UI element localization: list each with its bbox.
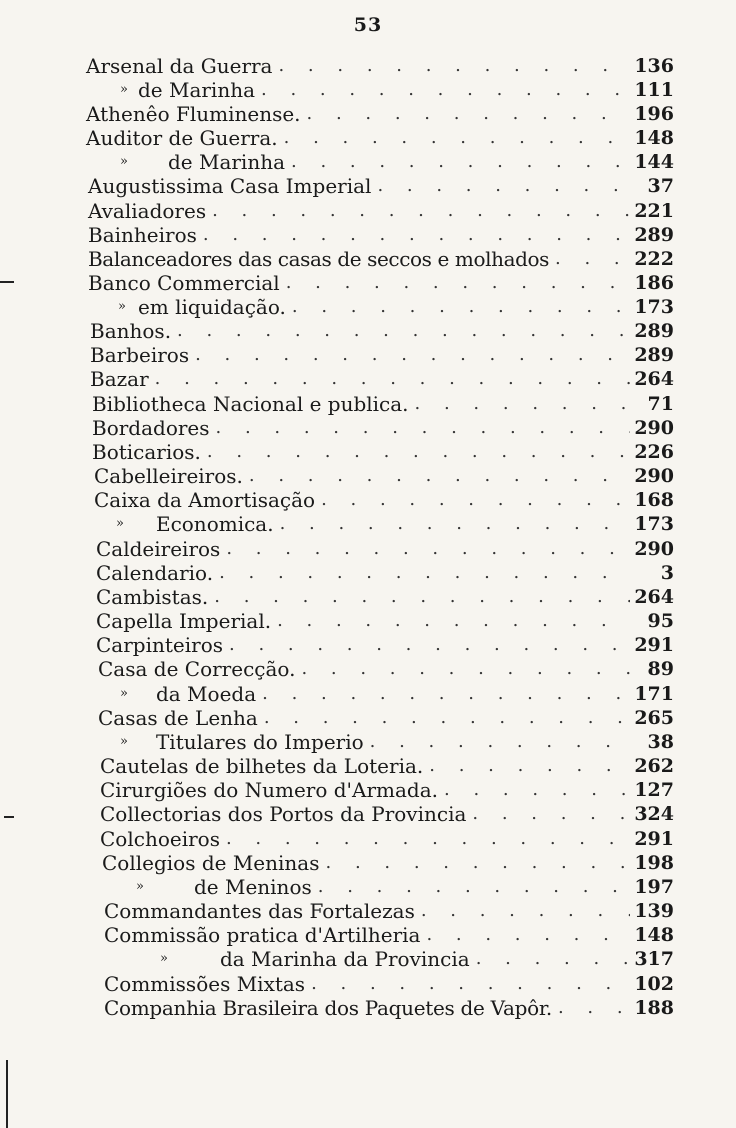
dot-leader [206, 199, 630, 223]
ditto-mark: » [118, 299, 126, 314]
entry-label: da Moeda [155, 682, 257, 706]
index-entry [96, 633, 674, 657]
index-entry [96, 537, 674, 561]
entry-label: Caldeireiros [96, 537, 221, 561]
ditto-mark: » [160, 951, 168, 966]
ditto-mark: » [120, 734, 128, 749]
entry-page: 290 [634, 465, 674, 487]
dot-leader [286, 295, 630, 319]
index-entry [92, 440, 674, 464]
entry-label: da Marinha da Provincia [219, 947, 470, 971]
dot-leader [466, 802, 630, 826]
dot-leader [274, 512, 630, 536]
index-entry [88, 199, 674, 223]
dot-leader [423, 754, 630, 778]
dot-leader [301, 102, 630, 126]
index-entry [100, 827, 674, 851]
index-entry [94, 488, 674, 512]
dot-leader [312, 875, 630, 899]
ditto-mark: » [120, 82, 128, 97]
entry-page: 3 [660, 562, 674, 584]
entry-page: 265 [634, 707, 674, 729]
entry-label: de Marinha [167, 150, 286, 174]
entry-label: Capella Imperial. [96, 609, 272, 633]
dot-leader [470, 947, 630, 971]
dot-leader [549, 247, 630, 271]
entry-label: Cirurgiões do Numero d'Armada. [100, 778, 439, 802]
dot-leader [256, 682, 630, 706]
dot-leader [255, 78, 630, 102]
entry-page: 186 [634, 272, 674, 294]
entry-label: em liquidação. [137, 295, 286, 319]
entry-page: 222 [634, 248, 674, 270]
entry-label: Cabelleireiros. [94, 464, 243, 488]
entry-page: 226 [634, 441, 674, 463]
dot-leader [272, 54, 630, 78]
index-entry [92, 416, 674, 440]
dot-leader [220, 827, 630, 851]
dot-leader [171, 319, 630, 343]
index-entry [88, 271, 674, 295]
entry-page: 196 [634, 103, 674, 125]
entry-label: Bordadores [92, 416, 210, 440]
index-entry [94, 512, 674, 536]
entry-page: 144 [634, 151, 674, 173]
entry-label: Colchoeiros [100, 827, 220, 851]
index-entry [88, 247, 674, 271]
entry-page: 221 [634, 200, 674, 222]
dot-leader [220, 537, 630, 561]
entry-label: Companhia Brasileira dos Paquetes de Vapôr. [104, 996, 552, 1020]
dot-leader [149, 367, 630, 391]
entry-label: Banhos. [90, 319, 172, 343]
index-entry [100, 802, 674, 826]
index-entry [86, 54, 674, 78]
entry-label: Bainheiros [88, 223, 197, 247]
dot-leader [280, 271, 630, 295]
entry-page: 89 [647, 658, 674, 680]
ditto-mark: » [136, 879, 144, 894]
dot-leader [223, 633, 630, 657]
entry-label: Caixa da Amortisação [94, 488, 316, 512]
dot-leader [258, 706, 630, 730]
entry-label: Auditor de Guerra. [86, 126, 278, 150]
entry-page: 289 [634, 344, 674, 366]
dot-leader [305, 972, 630, 996]
entry-label: Collectorias dos Portos da Provincia [100, 802, 467, 826]
entry-page: 111 [634, 79, 674, 101]
index-entry [88, 174, 674, 198]
entry-page: 291 [634, 634, 674, 656]
entry-page: 262 [634, 755, 674, 777]
ditto-mark: » [120, 154, 128, 169]
entry-label: Cautelas de bilhetes da Loteria. [100, 754, 424, 778]
entry-label: Casas de Lenha [98, 706, 258, 730]
index-entry [86, 78, 674, 102]
index-entry [90, 343, 674, 367]
entry-label: Economica. [155, 512, 274, 536]
entry-page: 171 [634, 683, 674, 705]
dot-leader [315, 488, 630, 512]
entry-page: 71 [647, 393, 674, 415]
entry-page: 173 [634, 513, 674, 535]
index-entry [90, 319, 674, 343]
ditto-mark: » [116, 516, 124, 531]
entry-page: 324 [634, 803, 674, 825]
entry-page: 188 [634, 997, 674, 1019]
entry-label: Bazar [90, 367, 149, 391]
entry-label: Cambistas. [96, 585, 209, 609]
dot-leader [438, 778, 630, 802]
entry-label: Commissão pratica d'Artilheria [104, 923, 421, 947]
index-entry [96, 609, 674, 633]
dot-leader [278, 126, 630, 150]
entry-page: 148 [634, 924, 674, 946]
entry-label: Bibliotheca Nacional e publica. [92, 392, 409, 416]
entry-page: 173 [634, 296, 674, 318]
entry-page: 290 [634, 417, 674, 439]
entry-page: 197 [634, 876, 674, 898]
entry-page: 38 [647, 731, 674, 753]
index-entry [98, 682, 674, 706]
index-entry [104, 947, 674, 971]
entry-label: Collegios de Meninas [102, 851, 320, 875]
dot-leader [210, 416, 630, 440]
index-entry [104, 923, 674, 947]
index-entry [104, 899, 674, 923]
dot-leader [285, 150, 630, 174]
entry-page: 290 [634, 538, 674, 560]
entry-page: 291 [634, 828, 674, 850]
dot-leader [415, 899, 630, 923]
index-entry [96, 585, 674, 609]
index-entry [98, 657, 674, 681]
index-entry [86, 126, 674, 150]
dot-leader [197, 223, 630, 247]
entry-label: Casa de Correcção. [98, 657, 296, 681]
entry-label: Athenêo Fluminense. [86, 102, 301, 126]
index-entry [90, 367, 674, 391]
dot-leader [552, 996, 630, 1020]
entry-page: 168 [634, 489, 674, 511]
index-entry [100, 778, 674, 802]
entry-label: Commandantes das Fortalezas [104, 899, 415, 923]
dot-leader [208, 585, 630, 609]
entry-page: 136 [634, 55, 674, 77]
entry-label: Commissões Mixtas [104, 972, 306, 996]
margin-tick [0, 281, 14, 283]
entry-page: 317 [634, 948, 674, 970]
entry-label: Barbeiros [90, 343, 190, 367]
entry-label: de Marinha [137, 78, 256, 102]
dot-leader [364, 730, 630, 754]
dot-leader [243, 464, 630, 488]
index-entry [96, 561, 674, 585]
entry-page: 198 [634, 852, 674, 874]
index-entry [86, 102, 674, 126]
binding-edge [6, 1060, 8, 1128]
entry-page: 37 [647, 175, 674, 197]
dot-leader [295, 657, 630, 681]
entry-label: Titulares do Imperio [155, 730, 364, 754]
index-entry [98, 730, 674, 754]
index-entry [98, 706, 674, 730]
dot-leader [371, 174, 630, 198]
index-entry [92, 392, 674, 416]
margin-tick [4, 816, 14, 818]
page-number: 53 [353, 14, 383, 36]
index-entry [104, 972, 674, 996]
index-entry [88, 295, 674, 319]
entry-page: 289 [634, 224, 674, 246]
entry-page: 139 [634, 900, 674, 922]
index-entry [102, 851, 674, 875]
entry-page: 264 [634, 586, 674, 608]
entry-page: 102 [634, 973, 674, 995]
entry-label: Balanceadores das casas de seccos e molhados [88, 247, 549, 271]
index-entry [100, 754, 674, 778]
index-entry [94, 464, 674, 488]
entry-label: Avaliadores [88, 199, 207, 223]
ditto-mark: » [120, 686, 128, 701]
entry-page: 289 [634, 320, 674, 342]
entry-label: Augustissima Casa Imperial [88, 174, 372, 198]
entry-page: 95 [647, 610, 674, 632]
entry-page: 148 [634, 127, 674, 149]
index-entry [104, 996, 674, 1020]
index-entry [102, 875, 674, 899]
entry-label: de Meninos [193, 875, 312, 899]
index-entry [88, 223, 674, 247]
entry-label: Carpinteiros [96, 633, 224, 657]
entry-label: Banco Commercial [88, 271, 280, 295]
entry-label: Arsenal da Guerra [86, 54, 273, 78]
dot-leader [201, 440, 630, 464]
index-entry [86, 150, 674, 174]
dot-leader [420, 923, 630, 947]
entry-label: Boticarios. [92, 440, 201, 464]
dot-leader [271, 609, 630, 633]
entry-page: 127 [634, 779, 674, 801]
dot-leader [320, 851, 631, 875]
dot-leader [189, 343, 630, 367]
entry-label: Calendario. [96, 561, 214, 585]
dot-leader [409, 392, 630, 416]
dot-leader [213, 561, 630, 585]
entry-page: 264 [634, 368, 674, 390]
